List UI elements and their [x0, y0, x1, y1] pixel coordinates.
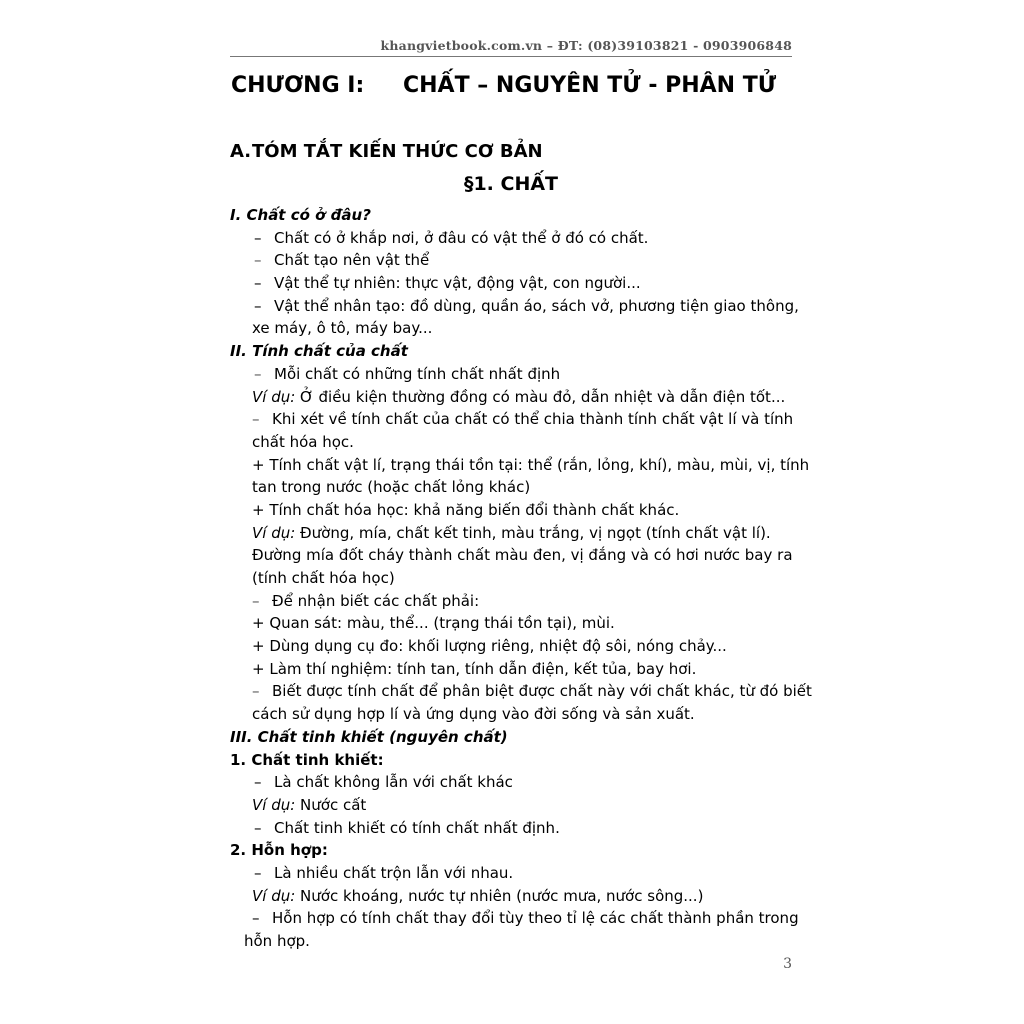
- header-rule: [230, 56, 792, 57]
- physical-properties-line: + Tính chất vật lí, trạng thái tồn tại: thể (rắn, lỏng, khí), màu, mùi, vị, tính: [252, 455, 810, 474]
- bullet-dash: –: [252, 909, 260, 928]
- list-item: – Để nhận biết các chất phải:: [230, 590, 792, 613]
- bullet-dash: –: [254, 251, 262, 270]
- part1-heading: I. Chất có ở đâu?: [230, 206, 371, 224]
- chapter-number: CHƯƠNG I:: [231, 73, 365, 98]
- section-a-title: TÓM TẮT KIẾN THỨC CƠ BẢN: [252, 141, 543, 162]
- bullet-dash: –: [252, 682, 260, 701]
- bullet-dash: –: [254, 228, 262, 247]
- section-title: §1. CHẤT: [463, 173, 559, 195]
- sub1-heading: 1. Chất tinh khiết:: [230, 750, 384, 769]
- list-item: – Chất tạo nên vật thể: [230, 249, 792, 272]
- list-item: – Mỗi chất có những tính chất nhất định: [230, 363, 792, 386]
- method-line: + Làm thí nghiệm: tính tan, tính dẫn điện, kết tủa, bay hơi.: [252, 659, 697, 678]
- example-continuation: (tính chất hóa học): [252, 569, 395, 587]
- bullet-dash: –: [254, 296, 262, 315]
- section-a-heading: [230, 141, 543, 162]
- page-body: [230, 204, 812, 953]
- list-item: – Chất tinh khiết có tính chất nhất định.: [230, 817, 792, 840]
- bullet-dash: –: [254, 818, 262, 837]
- bullet-dash: –: [252, 591, 260, 610]
- list-item: – Là nhiều chất trộn lẫn với nhau.: [230, 862, 792, 885]
- example-line: Ví dụ: Đường, mía, chất kết tinh, màu trắng, vị ngọt (tính chất vật lí).: [252, 523, 771, 542]
- list-item: – Chất có ở khắp nơi, ở đâu có vật thể ở đó có chất.: [230, 227, 792, 250]
- bullet-dash: –: [254, 274, 262, 293]
- chapter-title: [231, 73, 776, 98]
- section-a-letter: A.: [230, 141, 252, 162]
- list-item-continuation: hỗn hợp.: [244, 932, 310, 950]
- example-label: Ví dụ:: [252, 387, 296, 406]
- example-label: Ví dụ:: [252, 523, 296, 542]
- example-label: Ví dụ:: [252, 886, 296, 905]
- list-item-continuation: chất hóa học.: [252, 432, 354, 451]
- list-item: – Khi xét về tính chất của chất có thể chia thành tính chất vật lí và tính: [230, 408, 792, 431]
- list-item: – Biết được tính chất để phân biệt được chất này với chất khác, từ đó biết: [230, 680, 792, 703]
- example-continuation: Đường mía đốt cháy thành chất màu đen, vị đắng và có hơi nước bay ra: [252, 546, 793, 565]
- sub2-heading: 2. Hỗn hợp:: [230, 841, 328, 860]
- bullet-dash: –: [254, 863, 262, 882]
- example-label: Ví dụ:: [252, 795, 296, 814]
- chemical-properties-line: + Tính chất hóa học: khả năng biến đổi thành chất khác.: [252, 500, 680, 519]
- part3-heading: III. Chất tinh khiết (nguyên chất): [230, 727, 508, 746]
- list-item: – Vật thể nhân tạo: đồ dùng, quần áo, sách vở, phương tiện giao thông,: [230, 295, 792, 318]
- example-line: Ví dụ: Ở điều kiện thường đồng có màu đỏ, dẫn nhiệt và dẫn điện tốt...: [252, 387, 786, 406]
- page-number: 3: [783, 956, 792, 972]
- page-header: khangvietbook.com.vn – ĐT: (08)39103821 - 0903906848: [380, 38, 792, 53]
- bullet-dash: –: [252, 410, 260, 429]
- part2-heading: II. Tính chất của chất: [230, 342, 408, 361]
- chapter-name: CHẤT – NGUYÊN TỬ - PHÂN TỬ: [403, 73, 777, 98]
- example-line: Ví dụ: Nước cất: [252, 795, 367, 814]
- list-item: – Hỗn hợp có tính chất thay đổi tùy theo tỉ lệ các chất thành phần trong: [230, 907, 792, 930]
- physical-properties-continuation: tan trong nước (hoặc chất lỏng khác): [252, 478, 531, 497]
- example-line: Ví dụ: Nước khoáng, nước tự nhiên (nước mưa, nước sông...): [252, 886, 704, 905]
- list-item: – Là chất không lẫn với chất khác: [230, 771, 792, 794]
- bullet-dash: –: [254, 773, 262, 792]
- list-item-continuation: xe máy, ô tô, máy bay...: [252, 319, 433, 338]
- method-line: + Quan sát: màu, thể... (trạng thái tồn tại), mùi.: [252, 614, 615, 633]
- bullet-dash: –: [254, 364, 262, 383]
- list-item-continuation: cách sử dụng hợp lí và ứng dụng vào đời sống và sản xuất.: [252, 705, 695, 724]
- list-item: – Vật thể tự nhiên: thực vật, động vật, con người...: [230, 272, 792, 295]
- method-line: + Dùng dụng cụ đo: khối lượng riêng, nhiệt độ sôi, nóng chảy...: [252, 637, 727, 656]
